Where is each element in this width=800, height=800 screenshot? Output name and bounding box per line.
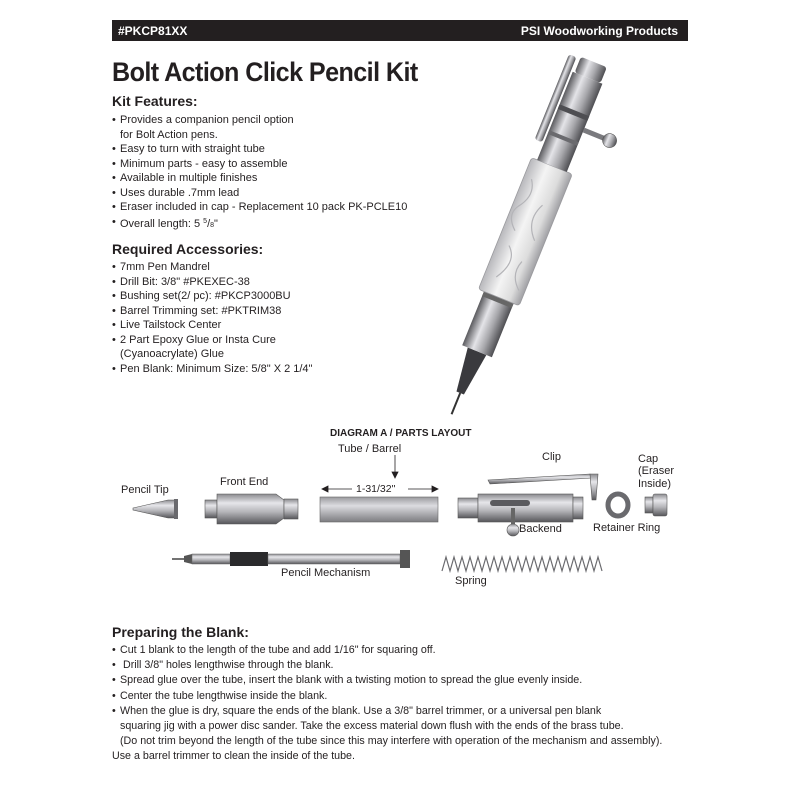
list-item: • When the glue is dry, square the ends of the blank. Use a 3/8" barrel trimmer, or a universal pen blank (112, 704, 712, 719)
label-spring: Spring (455, 575, 487, 587)
list-item: • Pen Blank: Minimum Size: 5/8" X 2 1/4" (112, 362, 312, 377)
page-title: Bolt Action Click Pencil Kit (112, 57, 418, 87)
cap-part (645, 494, 667, 516)
bolt-knob (601, 131, 619, 149)
list-item: • Barrel Trimming set: #PKTRIM38 (112, 304, 312, 319)
label-tube-length: 1-31/32" (356, 483, 396, 495)
pencil-mechanism-part (172, 550, 410, 568)
preparing-heading: Preparing the Blank: (112, 624, 249, 640)
label-pencil-tip: Pencil Tip (121, 484, 169, 496)
list-item: • Provides a companion pencil option for Bolt Action pens. (112, 113, 407, 142)
label-backend: Backend (519, 523, 562, 535)
list-item: • Available in multiple finishes (112, 171, 407, 186)
pencil-tip-assembled (451, 348, 486, 397)
label-tube-barrel: Tube / Barrel (338, 443, 402, 455)
accessories-heading: Required Accessories: (112, 241, 264, 257)
product-code: #PKCP81XX (118, 24, 188, 38)
list-item: • Bushing set(2/ pc): #PKCP3000BU (112, 289, 312, 304)
label-front-end: Front End (220, 476, 269, 488)
diagram-title: DIAGRAM A / PARTS LAYOUT (330, 428, 472, 439)
label-cap-note-1: (Eraser (638, 465, 675, 477)
assembled-pencil (427, 52, 641, 433)
list-item: • Center the tube lengthwise inside the blank. (112, 689, 712, 704)
list-item: • Spread glue over the tube, insert the blank with a twisting motion to spread the glue evenly inside. (112, 673, 712, 688)
brand-name: PSI Woodworking Products (520, 24, 678, 38)
list-item: • Easy to turn with straight tube (112, 142, 407, 157)
front-end-part (205, 494, 298, 524)
list-item: • 2 Part Epoxy Glue or Insta Cure (Cyanoacrylate) Glue (112, 333, 312, 362)
list-item: • Live Tailstock Center (112, 318, 312, 333)
label-cap: Cap (638, 453, 659, 465)
label-retainer-ring: Retainer Ring (593, 522, 661, 534)
label-clip: Clip (542, 451, 561, 463)
list-item: • Minimum parts - easy to assemble (112, 157, 407, 172)
list-item: • Cut 1 blank to the length of the tube and add 1/16" for squaring off. (112, 643, 712, 658)
list-item-continuation: (Do not trim beyond the length of the tube since this may interfere with operation of the mechanism and assembly). (120, 735, 663, 748)
kit-features-heading: Kit Features: (112, 93, 198, 109)
list-item: • Overall length: 5 $^5$/8" (112, 215, 407, 234)
pen-blank (478, 158, 572, 306)
list-item: • Drill Bit: 3/8" #PKEXEC-38 (112, 275, 312, 290)
list-item-plain: Use a barrel trimmer to clean the inside of the tube. (112, 750, 355, 763)
list-item: • Eraser included in cap - Replacement 10 pack PK-PCLE10 (112, 200, 407, 215)
list-item: • Drill 3/8" holes lengthwise through the blank. (112, 658, 712, 673)
pencil-tip-part (133, 499, 178, 519)
list-item: • 7mm Pen Mandrel (112, 260, 312, 275)
retainer-ring (608, 494, 628, 516)
tube-part (320, 497, 438, 522)
list-item-continuation: squaring jig with a power disc sander. Take the excess material down flush with the ends of the brass tube. (120, 720, 624, 733)
label-pencil-mechanism: Pencil Mechanism (281, 567, 371, 579)
spring-part (442, 557, 602, 571)
lead (452, 393, 461, 414)
list-item: • Uses durable .7mm lead (112, 186, 407, 201)
label-cap-note-2: Inside) (638, 478, 672, 490)
preparing-steps (112, 643, 712, 765)
